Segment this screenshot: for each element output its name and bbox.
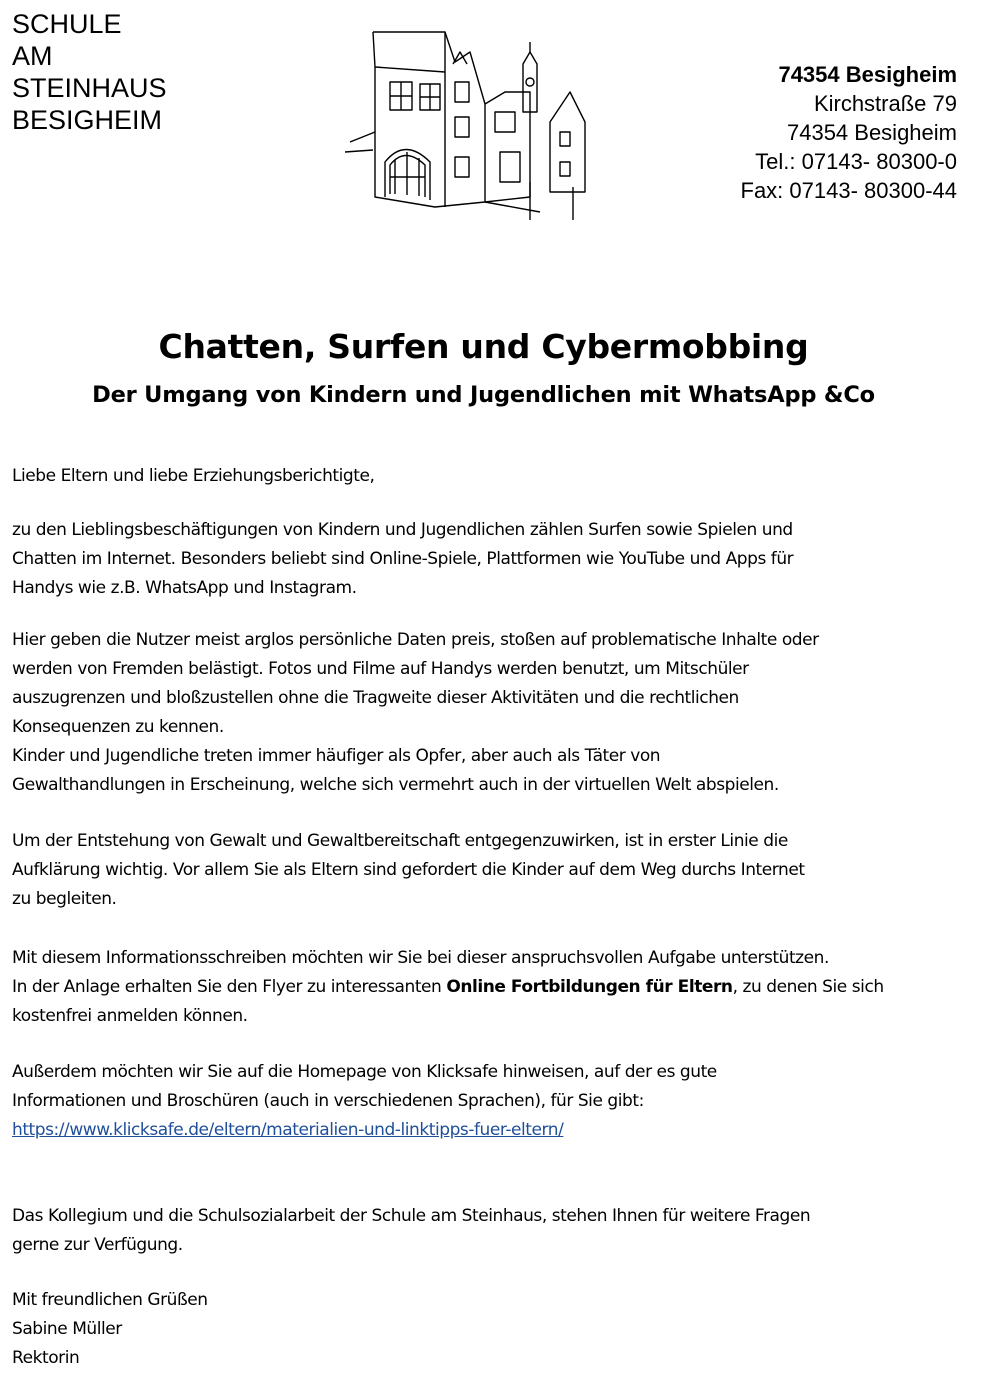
paragraph-text: In der Anlage erhalten Sie den Flyer zu interessanten [12, 977, 447, 997]
page-title: Chatten, Surfen und Cybermobbing [158, 327, 809, 366]
paragraph-4 [12, 944, 980, 1031]
salutation-line: Liebe Eltern und liebe Erziehungsberichtigte, [12, 466, 375, 486]
paragraph-line: Aufklärung wichtig. Vor allem Sie als Eltern sind gefordert die Kinder auf dem Weg durchs Internet [12, 860, 805, 880]
paragraph-6 [12, 1202, 980, 1260]
school-name-line: BESIGHEIM [12, 105, 163, 135]
paragraph-line: zu den Lieblingsbeschäftigungen von Kindern und Jugendlichen zählen Surfen sowie Spielen und [12, 520, 793, 540]
paragraph-line: Hier geben die Nutzer meist arglos persönliche Daten preis, stoßen auf problematische Inhalte oder [12, 630, 819, 650]
letter-closing [12, 1286, 980, 1373]
address-fax: Fax: 07143- 80300-44 [740, 178, 957, 203]
paragraph-line: Konsequenzen zu kennen. [12, 717, 224, 737]
school-name-line: AM [12, 41, 53, 71]
paragraph-line: werden von Fremden belästigt. Fotos und Filme auf Handys werden benutzt, um Mitschüler [12, 659, 749, 679]
paragraph-line: Chatten im Internet. Besonders beliebt sind Online-Spiele, Plattformen wie YouTube und Apps für [12, 549, 794, 569]
klicksafe-link[interactable]: https://www.klicksafe.de/eltern/materialien-und-linktipps-fuer-eltern/ [12, 1120, 564, 1140]
paragraph-line: Um der Entstehung von Gewalt und Gewaltbereitschaft entgegenzuwirken, ist in erster Linie die [12, 831, 788, 851]
address-phone: Tel.: 07143- 80300-0 [755, 149, 957, 174]
paragraph-5 [12, 1058, 980, 1145]
paragraph-line: Gewalthandlungen in Erscheinung, welche sich vermehrt auch in der virtuellen Welt abspielen. [12, 775, 779, 795]
online-courses-emphasis: Online Fortbildungen für Eltern [446, 977, 733, 997]
paragraph-line: kostenfrei anmelden können. [12, 1006, 248, 1026]
signature-name: Sabine Müller [12, 1319, 122, 1339]
school-name-line: SCHULE [12, 9, 122, 39]
paragraph-line: Außerdem möchten wir Sie auf die Homepage von Klicksafe hinweisen, auf der es gute [12, 1062, 717, 1082]
school-name-line: STEINHAUS [12, 73, 167, 103]
paragraph-line: gerne zur Verfügung. [12, 1235, 183, 1255]
paragraph-line: Das Kollegium und die Schulsozialarbeit der Schule am Steinhaus, stehen Ihnen für weitere Fragen [12, 1206, 811, 1226]
paragraph-line: Informationen und Broschüren (auch in verschiedenen Sprachen), für Sie gibt: [12, 1091, 644, 1111]
paragraph-line [12, 973, 980, 1002]
paragraph-2 [12, 626, 980, 800]
paragraph-line: Mit diesem Informationsschreiben möchten wir Sie bei dieser anspruchsvollen Aufgabe unterstützen. [12, 948, 829, 968]
signature-role: Rektorin [12, 1348, 80, 1368]
page-subtitle: Der Umgang von Kindern und Jugendlichen mit WhatsApp &Co [92, 382, 875, 408]
paragraph-text: , zu denen Sie sich [732, 977, 884, 997]
paragraph-line: auszugrenzen und bloßzustellen ohne die Tragweite dieser Aktivitäten und die rechtlichen [12, 688, 739, 708]
school-name [12, 8, 167, 136]
address-street: Kirchstraße 79 [813, 91, 957, 116]
paragraph-3 [12, 827, 980, 914]
address-city: 74354 Besigheim [786, 120, 957, 145]
closing-greeting: Mit freundlichen Grüßen [12, 1290, 208, 1310]
paragraph-line: Kinder und Jugendliche treten immer häufiger als Opfer, aber auch als Täter von [12, 746, 661, 766]
address-city-bold: 74354 Besigheim [778, 62, 957, 87]
paragraph-line: Handys wie z.B. WhatsApp und Instagram. [12, 578, 357, 598]
building-sketch-icon [345, 22, 607, 222]
paragraph-1 [12, 516, 980, 603]
letter-salutation [12, 462, 980, 491]
paragraph-line: zu begleiten. [12, 889, 117, 909]
school-address [741, 60, 958, 205]
